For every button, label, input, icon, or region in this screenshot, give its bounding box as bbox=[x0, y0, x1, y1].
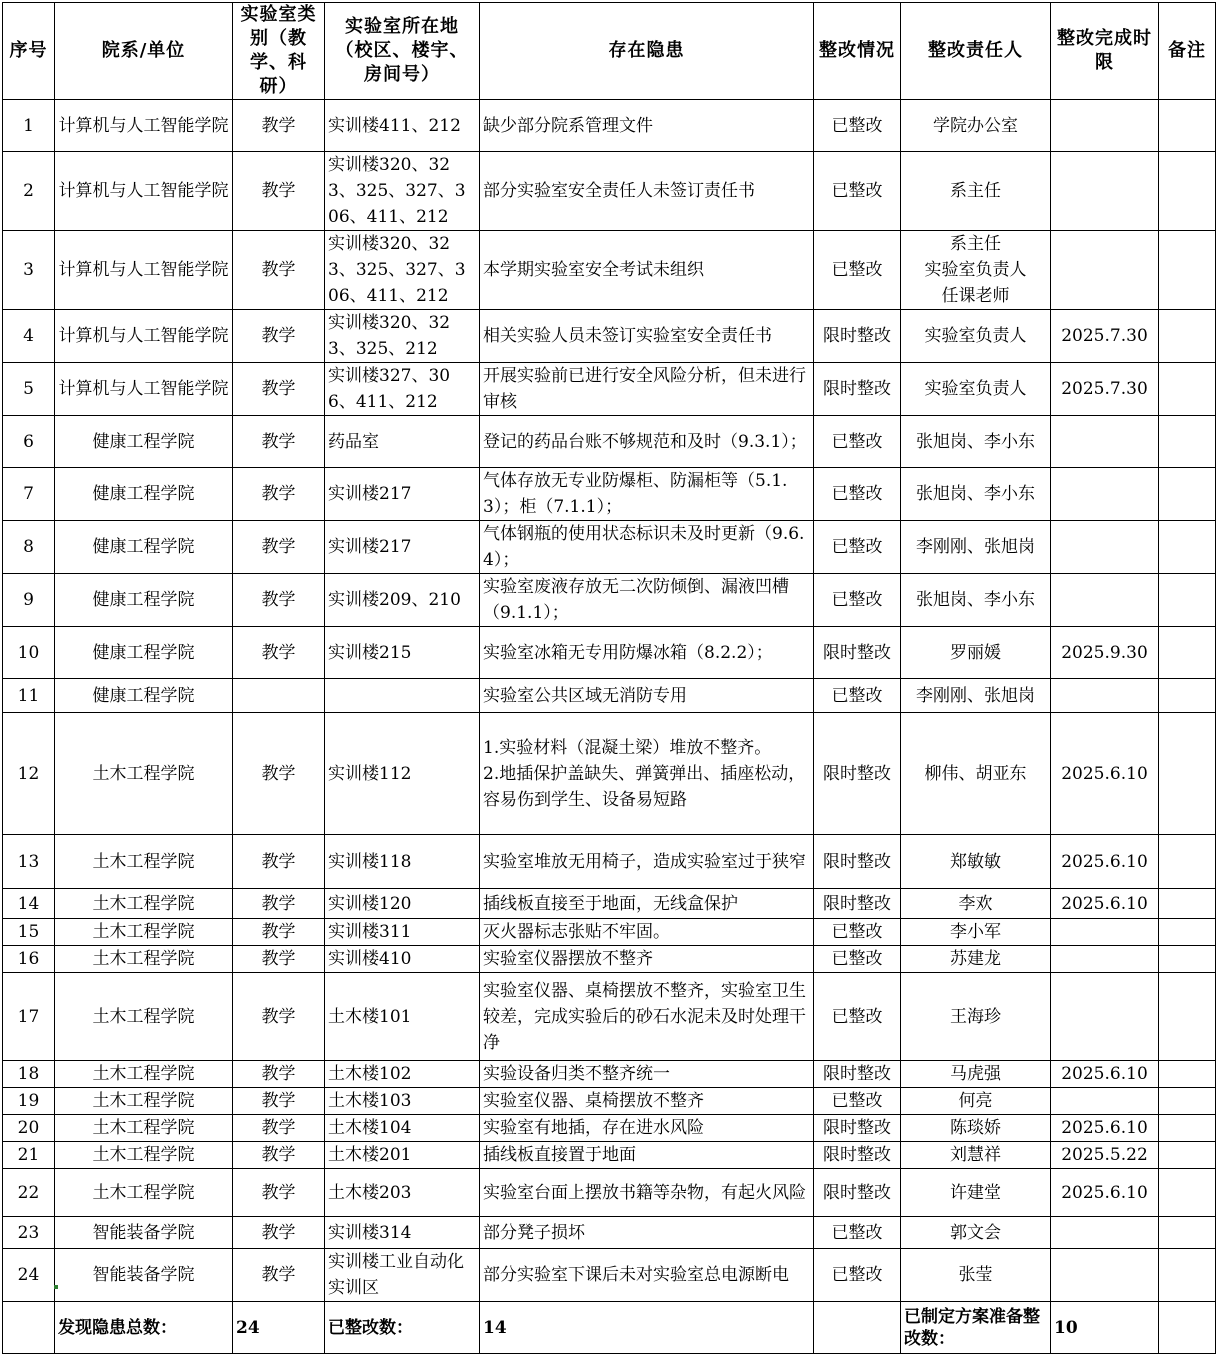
row-seq: 18 bbox=[3, 1061, 55, 1088]
summary-total-value: 24 bbox=[233, 1302, 325, 1354]
row-remark bbox=[1159, 310, 1216, 363]
row-status: 已整改 bbox=[814, 521, 901, 574]
table-row bbox=[3, 1249, 1216, 1302]
row-location: 实训楼320、323、325、212 bbox=[325, 310, 480, 363]
row-seq: 16 bbox=[3, 946, 55, 973]
row-responsible: 王海珍 bbox=[901, 973, 1051, 1061]
row-hazard: 灭火器标志张贴不牢固。 bbox=[480, 919, 814, 946]
row-location: 土木楼201 bbox=[325, 1142, 480, 1169]
row-deadline bbox=[1051, 1249, 1159, 1302]
table-row bbox=[3, 100, 1216, 152]
row-responsible: 系主任 bbox=[901, 152, 1051, 231]
row-status: 已整改 bbox=[814, 100, 901, 152]
row-lab-type: 教学 bbox=[233, 919, 325, 946]
row-deadline: 2025.5.22 bbox=[1051, 1142, 1159, 1169]
row-deadline bbox=[1051, 521, 1159, 574]
header-location: 实验室所在地（校区、楼宇、房间号） bbox=[325, 3, 480, 100]
row-location: 土木楼104 bbox=[325, 1115, 480, 1142]
row-status: 已整改 bbox=[814, 1217, 901, 1249]
row-lab-type: 教学 bbox=[233, 946, 325, 973]
row-lab-type: 教学 bbox=[233, 1249, 325, 1302]
row-remark bbox=[1159, 946, 1216, 973]
row-deadline: 2025.6.10 bbox=[1051, 1169, 1159, 1217]
row-lab-type: 教学 bbox=[233, 1061, 325, 1088]
row-deadline bbox=[1051, 919, 1159, 946]
row-responsible: 张旭岗、李小东 bbox=[901, 574, 1051, 627]
row-status: 已整改 bbox=[814, 1249, 901, 1302]
row-remark bbox=[1159, 627, 1216, 679]
row-lab-type: 教学 bbox=[233, 416, 325, 468]
row-deadline: 2025.7.30 bbox=[1051, 363, 1159, 416]
row-status: 已整改 bbox=[814, 973, 901, 1061]
row-location: 实训楼120 bbox=[325, 889, 480, 919]
row-responsible: 李刚刚、张旭岗 bbox=[901, 679, 1051, 713]
row-unit: 土木工程学院 bbox=[55, 713, 233, 835]
row-unit: 土木工程学院 bbox=[55, 889, 233, 919]
row-location: 土木楼103 bbox=[325, 1088, 480, 1115]
row-remark bbox=[1159, 1061, 1216, 1088]
table-row bbox=[3, 713, 1216, 835]
row-status: 限时整改 bbox=[814, 1115, 901, 1142]
row-location: 实训楼320、323、325、327、306、411、212 bbox=[325, 231, 480, 310]
row-responsible: 李小军 bbox=[901, 919, 1051, 946]
row-deadline bbox=[1051, 574, 1159, 627]
row-hazard: 实验室仪器、桌椅摆放不整齐 bbox=[480, 1088, 814, 1115]
row-seq: 7 bbox=[3, 468, 55, 521]
row-hazard: 实验室有地插，存在进水风险 bbox=[480, 1115, 814, 1142]
row-unit: 计算机与人工智能学院 bbox=[55, 363, 233, 416]
row-unit: 计算机与人工智能学院 bbox=[55, 231, 233, 310]
row-seq: 9 bbox=[3, 574, 55, 627]
row-deadline: 2025.6.10 bbox=[1051, 1115, 1159, 1142]
row-deadline: 2025.6.10 bbox=[1051, 713, 1159, 835]
row-location: 土木楼203 bbox=[325, 1169, 480, 1217]
row-remark bbox=[1159, 521, 1216, 574]
summary-total-label: 发现隐患总数： bbox=[55, 1302, 233, 1354]
row-seq: 3 bbox=[3, 231, 55, 310]
table-row bbox=[3, 152, 1216, 231]
row-status: 限时整改 bbox=[814, 1061, 901, 1088]
row-location: 实训楼217 bbox=[325, 521, 480, 574]
row-responsible: 实验室负责人 bbox=[901, 310, 1051, 363]
header-seq: 序号 bbox=[3, 3, 55, 100]
row-unit: 土木工程学院 bbox=[55, 1088, 233, 1115]
row-responsible: 张旭岗、李小东 bbox=[901, 468, 1051, 521]
header-responsible: 整改责任人 bbox=[901, 3, 1051, 100]
row-responsible: 系主任 实验室负责人 任课老师 bbox=[901, 231, 1051, 310]
row-seq: 17 bbox=[3, 973, 55, 1061]
table-row bbox=[3, 231, 1216, 310]
row-seq: 11 bbox=[3, 679, 55, 713]
row-deadline bbox=[1051, 152, 1159, 231]
row-unit: 健康工程学院 bbox=[55, 468, 233, 521]
row-lab-type: 教学 bbox=[233, 1088, 325, 1115]
row-unit: 土木工程学院 bbox=[55, 1169, 233, 1217]
row-lab-type: 教学 bbox=[233, 310, 325, 363]
row-seq: 20 bbox=[3, 1115, 55, 1142]
row-unit: 计算机与人工智能学院 bbox=[55, 100, 233, 152]
row-status: 已整改 bbox=[814, 946, 901, 973]
row-lab-type: 教学 bbox=[233, 627, 325, 679]
row-seq: 19 bbox=[3, 1088, 55, 1115]
row-seq: 12 bbox=[3, 713, 55, 835]
row-remark bbox=[1159, 1217, 1216, 1249]
row-hazard: 气体存放无专业防爆柜、防漏柜等（5.1.3）；柜（7.1.1）； bbox=[480, 468, 814, 521]
row-remark bbox=[1159, 152, 1216, 231]
header-lab-type: 实验室类别（教学、科研） bbox=[233, 3, 325, 100]
row-status: 限时整改 bbox=[814, 1169, 901, 1217]
row-unit: 土木工程学院 bbox=[55, 973, 233, 1061]
table-row bbox=[3, 1169, 1216, 1217]
row-location: 药品室 bbox=[325, 416, 480, 468]
row-status: 已整改 bbox=[814, 416, 901, 468]
row-deadline: 2025.7.30 bbox=[1051, 310, 1159, 363]
row-lab-type: 教学 bbox=[233, 152, 325, 231]
row-deadline bbox=[1051, 100, 1159, 152]
row-hazard: 实验室冰箱无专用防爆冰箱（8.2.2）； bbox=[480, 627, 814, 679]
row-hazard: 登记的药品台账不够规范和及时（9.3.1）； bbox=[480, 416, 814, 468]
row-unit: 智能装备学院 bbox=[55, 1217, 233, 1249]
row-hazard: 开展实验前已进行安全风险分析，但未进行审核 bbox=[480, 363, 814, 416]
row-responsible: 苏建龙 bbox=[901, 946, 1051, 973]
header-status: 整改情况 bbox=[814, 3, 901, 100]
hazard-rectification-table bbox=[2, 2, 1216, 1354]
row-unit: 土木工程学院 bbox=[55, 919, 233, 946]
row-lab-type: 教学 bbox=[233, 363, 325, 416]
row-status: 限时整改 bbox=[814, 363, 901, 416]
row-location: 实训楼工业自动化实训区 bbox=[325, 1249, 480, 1302]
table-row bbox=[3, 1142, 1216, 1169]
header-deadline: 整改完成时限 bbox=[1051, 3, 1159, 100]
summary-planned-value: 10 bbox=[1051, 1302, 1159, 1354]
row-unit: 健康工程学院 bbox=[55, 416, 233, 468]
table-row bbox=[3, 1088, 1216, 1115]
row-remark bbox=[1159, 1088, 1216, 1115]
row-responsible: 马虎强 bbox=[901, 1061, 1051, 1088]
row-remark bbox=[1159, 1249, 1216, 1302]
row-location: 实训楼411、212 bbox=[325, 100, 480, 152]
row-remark bbox=[1159, 1115, 1216, 1142]
row-location bbox=[325, 679, 480, 713]
row-unit: 土木工程学院 bbox=[55, 835, 233, 889]
row-lab-type: 教学 bbox=[233, 889, 325, 919]
row-seq: 13 bbox=[3, 835, 55, 889]
row-status: 已整改 bbox=[814, 919, 901, 946]
row-hazard: 本学期实验室安全考试未组织 bbox=[480, 231, 814, 310]
row-status: 限时整改 bbox=[814, 310, 901, 363]
row-responsible: 郭文会 bbox=[901, 1217, 1051, 1249]
row-deadline: 2025.6.10 bbox=[1051, 889, 1159, 919]
row-status: 限时整改 bbox=[814, 713, 901, 835]
row-status: 已整改 bbox=[814, 152, 901, 231]
row-hazard: 实验室台面上摆放书籍等杂物，有起火风险 bbox=[480, 1169, 814, 1217]
row-deadline bbox=[1051, 1088, 1159, 1115]
row-lab-type: 教学 bbox=[233, 468, 325, 521]
table-row bbox=[3, 679, 1216, 713]
row-location: 实训楼327、306、411、212 bbox=[325, 363, 480, 416]
row-responsible: 刘慧祥 bbox=[901, 1142, 1051, 1169]
table-row bbox=[3, 919, 1216, 946]
row-seq: 10 bbox=[3, 627, 55, 679]
row-status: 已整改 bbox=[814, 574, 901, 627]
row-location: 实训楼112 bbox=[325, 713, 480, 835]
row-seq: 14 bbox=[3, 889, 55, 919]
table-row bbox=[3, 1217, 1216, 1249]
table-row bbox=[3, 973, 1216, 1061]
row-hazard: 相关实验人员未签订实验室安全责任书 bbox=[480, 310, 814, 363]
row-responsible: 罗丽媛 bbox=[901, 627, 1051, 679]
table-row bbox=[3, 889, 1216, 919]
row-unit: 健康工程学院 bbox=[55, 574, 233, 627]
row-deadline bbox=[1051, 1217, 1159, 1249]
table-row bbox=[3, 310, 1216, 363]
row-hazard: 部分实验室安全责任人未签订责任书 bbox=[480, 152, 814, 231]
row-location: 实训楼314 bbox=[325, 1217, 480, 1249]
row-seq: 24 bbox=[3, 1249, 55, 1302]
row-hazard: 实验室堆放无用椅子，造成实验室过于狭窄 bbox=[480, 835, 814, 889]
header-hazard: 存在隐患 bbox=[480, 3, 814, 100]
row-deadline: 2025.6.10 bbox=[1051, 1061, 1159, 1088]
row-lab-type: 教学 bbox=[233, 1169, 325, 1217]
row-unit: 健康工程学院 bbox=[55, 521, 233, 574]
row-unit: 健康工程学院 bbox=[55, 679, 233, 713]
row-hazard: 部分实验室下课后未对实验室总电源断电 bbox=[480, 1249, 814, 1302]
row-remark bbox=[1159, 679, 1216, 713]
row-lab-type: 教学 bbox=[233, 231, 325, 310]
row-location: 实训楼118 bbox=[325, 835, 480, 889]
row-status: 已整改 bbox=[814, 1088, 901, 1115]
row-location: 土木楼102 bbox=[325, 1061, 480, 1088]
row-remark bbox=[1159, 889, 1216, 919]
row-lab-type: 教学 bbox=[233, 1142, 325, 1169]
table-row bbox=[3, 468, 1216, 521]
summary-remark bbox=[1159, 1302, 1216, 1354]
row-lab-type bbox=[233, 679, 325, 713]
row-location: 实训楼410 bbox=[325, 946, 480, 973]
row-responsible: 学院办公室 bbox=[901, 100, 1051, 152]
row-lab-type: 教学 bbox=[233, 521, 325, 574]
row-hazard: 插线板直接至于地面，无线盒保护 bbox=[480, 889, 814, 919]
row-remark bbox=[1159, 416, 1216, 468]
row-lab-type: 教学 bbox=[233, 973, 325, 1061]
table-row bbox=[3, 946, 1216, 973]
row-status: 限时整改 bbox=[814, 835, 901, 889]
row-responsible: 张旭岗、李小东 bbox=[901, 416, 1051, 468]
row-status: 限时整改 bbox=[814, 889, 901, 919]
row-responsible: 郑敏敏 bbox=[901, 835, 1051, 889]
header-remark: 备注 bbox=[1159, 3, 1216, 100]
row-location: 实训楼311 bbox=[325, 919, 480, 946]
row-responsible: 实验室负责人 bbox=[901, 363, 1051, 416]
cell-comment-marker bbox=[54, 1285, 58, 1289]
row-deadline bbox=[1051, 468, 1159, 521]
table-row bbox=[3, 835, 1216, 889]
row-status: 限时整改 bbox=[814, 627, 901, 679]
header-row bbox=[3, 3, 1216, 100]
row-lab-type: 教学 bbox=[233, 574, 325, 627]
row-seq: 1 bbox=[3, 100, 55, 152]
table-row bbox=[3, 363, 1216, 416]
row-remark bbox=[1159, 973, 1216, 1061]
row-location: 实训楼209、210 bbox=[325, 574, 480, 627]
row-seq: 22 bbox=[3, 1169, 55, 1217]
summary-fixed-label: 已整改数： bbox=[325, 1302, 480, 1354]
row-unit: 计算机与人工智能学院 bbox=[55, 310, 233, 363]
row-responsible: 何亮 bbox=[901, 1088, 1051, 1115]
row-responsible: 陈琰娇 bbox=[901, 1115, 1051, 1142]
table-row bbox=[3, 1115, 1216, 1142]
table-row bbox=[3, 521, 1216, 574]
row-unit: 土木工程学院 bbox=[55, 1142, 233, 1169]
row-seq: 2 bbox=[3, 152, 55, 231]
summary-row bbox=[3, 1302, 1216, 1354]
row-remark bbox=[1159, 363, 1216, 416]
row-status: 已整改 bbox=[814, 679, 901, 713]
row-hazard: 插线板直接置于地面 bbox=[480, 1142, 814, 1169]
row-deadline bbox=[1051, 946, 1159, 973]
row-unit: 土木工程学院 bbox=[55, 946, 233, 973]
row-location: 实训楼320、323、325、327、306、411、212 bbox=[325, 152, 480, 231]
summary-fixed-value: 14 bbox=[480, 1302, 814, 1354]
row-hazard: 部分凳子损坏 bbox=[480, 1217, 814, 1249]
row-seq: 5 bbox=[3, 363, 55, 416]
header-unit: 院系/单位 bbox=[55, 3, 233, 100]
row-responsible: 许建堂 bbox=[901, 1169, 1051, 1217]
row-seq: 6 bbox=[3, 416, 55, 468]
row-deadline: 2025.6.10 bbox=[1051, 835, 1159, 889]
row-seq: 4 bbox=[3, 310, 55, 363]
row-hazard: 实验室公共区域无消防专用 bbox=[480, 679, 814, 713]
row-status: 已整改 bbox=[814, 231, 901, 310]
row-remark bbox=[1159, 468, 1216, 521]
table-row bbox=[3, 416, 1216, 468]
row-lab-type: 教学 bbox=[233, 835, 325, 889]
row-remark bbox=[1159, 574, 1216, 627]
row-remark bbox=[1159, 835, 1216, 889]
row-deadline bbox=[1051, 416, 1159, 468]
row-unit: 计算机与人工智能学院 bbox=[55, 152, 233, 231]
row-unit: 智能装备学院 bbox=[55, 1249, 233, 1302]
row-hazard: 1.实验材料（混凝土梁）堆放不整齐。 2.地插保护盖缺失、弹簧弹出、插座松动，容易伤到学生、设备易短路 bbox=[480, 713, 814, 835]
row-unit: 健康工程学院 bbox=[55, 627, 233, 679]
row-hazard: 实验室废液存放无二次防倾倒、漏液凹槽（9.1.1）； bbox=[480, 574, 814, 627]
row-unit: 土木工程学院 bbox=[55, 1061, 233, 1088]
row-lab-type: 教学 bbox=[233, 713, 325, 835]
row-hazard: 实验设备归类不整齐统一 bbox=[480, 1061, 814, 1088]
summary-spacer bbox=[3, 1302, 55, 1354]
row-lab-type: 教学 bbox=[233, 1217, 325, 1249]
table-row bbox=[3, 574, 1216, 627]
row-deadline: 2025.9.30 bbox=[1051, 627, 1159, 679]
row-hazard: 缺少部分院系管理文件 bbox=[480, 100, 814, 152]
row-status: 限时整改 bbox=[814, 1142, 901, 1169]
row-deadline bbox=[1051, 973, 1159, 1061]
row-hazard: 实验室仪器摆放不整齐 bbox=[480, 946, 814, 973]
row-deadline bbox=[1051, 679, 1159, 713]
row-remark bbox=[1159, 1142, 1216, 1169]
row-deadline bbox=[1051, 231, 1159, 310]
row-location: 土木楼101 bbox=[325, 973, 480, 1061]
row-hazard: 气体钢瓶的使用状态标识未及时更新（9.6.4）； bbox=[480, 521, 814, 574]
row-remark bbox=[1159, 919, 1216, 946]
row-location: 实训楼215 bbox=[325, 627, 480, 679]
row-remark bbox=[1159, 231, 1216, 310]
table-row bbox=[3, 627, 1216, 679]
row-status: 已整改 bbox=[814, 468, 901, 521]
row-responsible: 李刚刚、张旭岗 bbox=[901, 521, 1051, 574]
row-location: 实训楼217 bbox=[325, 468, 480, 521]
summary-spacer-2 bbox=[814, 1302, 901, 1354]
summary-planned-label: 已制定方案准备整改数： bbox=[901, 1302, 1051, 1354]
row-seq: 8 bbox=[3, 521, 55, 574]
row-hazard: 实验室仪器、桌椅摆放不整齐，实验室卫生较差，完成实验后的砂石水泥未及时处理干净 bbox=[480, 973, 814, 1061]
row-responsible: 张莹 bbox=[901, 1249, 1051, 1302]
table-row bbox=[3, 1061, 1216, 1088]
row-remark bbox=[1159, 713, 1216, 835]
table-body bbox=[3, 100, 1216, 1302]
row-seq: 23 bbox=[3, 1217, 55, 1249]
row-responsible: 柳伟、胡亚东 bbox=[901, 713, 1051, 835]
row-seq: 15 bbox=[3, 919, 55, 946]
row-remark bbox=[1159, 100, 1216, 152]
row-lab-type: 教学 bbox=[233, 100, 325, 152]
row-seq: 21 bbox=[3, 1142, 55, 1169]
row-unit: 土木工程学院 bbox=[55, 1115, 233, 1142]
row-lab-type: 教学 bbox=[233, 1115, 325, 1142]
row-responsible: 李欢 bbox=[901, 889, 1051, 919]
row-remark bbox=[1159, 1169, 1216, 1217]
